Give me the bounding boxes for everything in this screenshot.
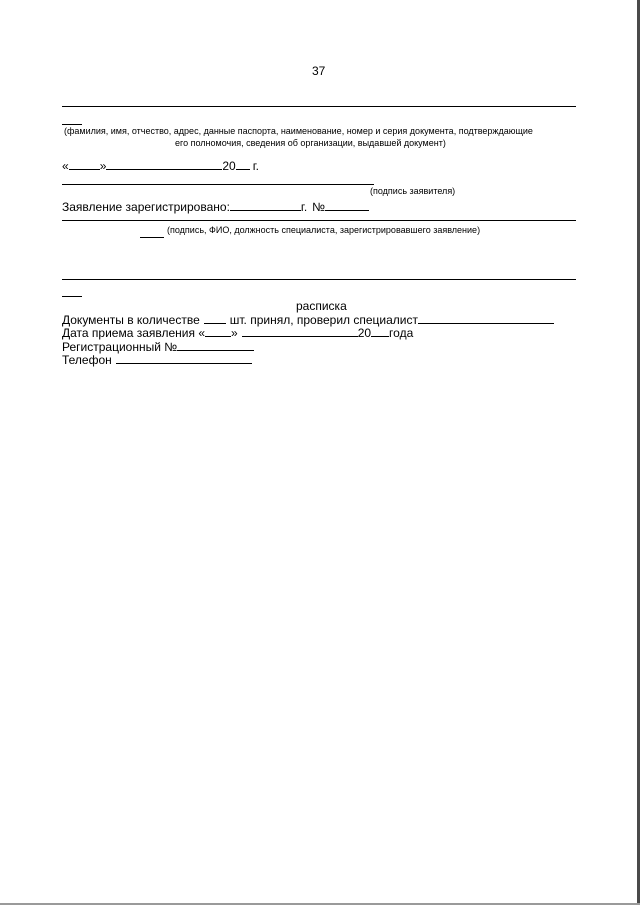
applicant-line [62,106,576,107]
date-year-suffix: г. [252,159,259,173]
documents-count-blank[interactable] [204,314,226,324]
applicant-short-line [62,124,82,125]
day-blank[interactable] [69,160,100,170]
phone-label: Телефон [62,353,112,367]
registered-year-suffix: г. [300,200,308,214]
registered-label: Заявление зарегистрировано: [62,200,230,214]
registered-number-blank[interactable] [325,201,369,211]
page-number: 37 [312,64,326,78]
registered-line [62,201,369,213]
applicant-caption-line2: его полномочия, сведения об организации, выдавшей документ) [175,138,446,148]
phone-blank[interactable] [116,354,252,364]
receipt-date-close: » [231,326,238,340]
date-year-prefix: 20 [222,159,236,173]
applicant-signature-line [62,184,374,185]
receipt-year-prefix: 20 [357,326,372,340]
receipt-year-blank[interactable] [371,327,389,337]
receipt-year-word: года [389,326,414,340]
specialist-signature-line [62,220,576,221]
specialist-caption: (подпись, ФИО, должность специалиста, зарегистрировавшего заявление) [167,225,481,235]
month-blank[interactable] [106,160,222,170]
applicant-caption-line1: (фамилия, имя, отчество, адрес, данные паспорта, наименование, номер и серия документа, подтверждающие [64,126,533,136]
receipt-short-line [62,296,82,297]
registered-number-label: № [312,200,326,214]
receipt-date-label: Дата приема заявления « [62,326,205,340]
specialist-name-blank[interactable] [418,314,554,324]
date-close-quote: » [99,159,107,173]
date-open-quote: « [62,159,69,173]
receipt-reg-line [62,341,254,353]
receipt-separator-line [62,279,576,280]
applicant-signature-caption: (подпись заявителя) [370,186,456,196]
reg-number-label: Регистрационный № [62,340,178,354]
documents-middle: шт. принял, проверил специалист [229,313,418,327]
receipt-date-line [62,327,413,339]
receipt-day-blank[interactable] [205,327,231,337]
registered-date-blank[interactable] [230,201,301,211]
receipt-documents-line [62,314,554,326]
documents-prefix: Документы в количестве [62,313,200,327]
date-line [62,160,259,172]
receipt-phone-line [62,354,252,366]
receipt-month-blank[interactable] [242,327,358,337]
specialist-short-line [140,237,164,238]
year-blank[interactable] [236,160,250,170]
receipt-title: расписка [296,299,347,313]
reg-number-blank[interactable] [177,341,254,351]
